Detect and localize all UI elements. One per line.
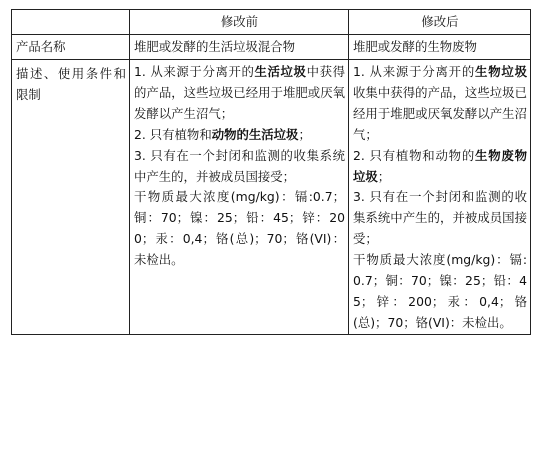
header-row xyxy=(12,10,531,35)
product-name-after: 堆肥或发酵的生物废物 xyxy=(349,35,531,60)
before-item-2-post: ； xyxy=(298,126,311,142)
after-item-1-pre: 1. 从来源于分离开的 xyxy=(353,64,476,79)
description-row xyxy=(12,60,531,335)
after-item-1-bold: 生物垃圾 xyxy=(475,64,527,79)
after-item-1-post: 收集中获得的产品，这些垃圾已经用于堆肥或厌氧发酵以产生沼气； xyxy=(353,84,527,142)
after-item-3: 3. 只有在一个封闭和监测的收集系统中产生的，并被成员国接受； xyxy=(353,189,527,247)
before-limits: 干物质最大浓度(mg/kg)：镉:0.7；铜：70；镍：25；铅：45；锌：200；汞：0,4；铬(总)；70；铬(VI)：未检出。 xyxy=(134,189,345,268)
after-item-2-post: ； xyxy=(377,168,391,184)
before-item-1-bold: 生活垃圾 xyxy=(254,64,307,79)
before-item-1-pre: 1. 从来源于分离开的 xyxy=(134,64,255,79)
product-name-label: 产品名称 xyxy=(12,35,130,60)
description-label-text: 描述、使用条件和限制 xyxy=(16,66,126,102)
header-after-cell: 修改后 xyxy=(349,10,531,35)
description-after xyxy=(349,60,531,335)
comparison-table xyxy=(11,9,531,335)
product-name-row xyxy=(12,35,531,60)
description-label xyxy=(12,60,130,335)
after-item-1 xyxy=(353,62,527,146)
description-before xyxy=(130,60,349,335)
before-item-2-pre: 2. 只有植物和 xyxy=(134,126,212,142)
after-limits: 干物质最大浓度(mg/kg)：镉:0.7；铜：70；镍：25；铅：45；锌：200；汞：0,4；铬(总)；70；铬(VI)：未检出。 xyxy=(353,252,527,330)
before-item-1-post: 中获得的产品，这些垃圾已经用于堆肥或厌氧发酵以产生沼气； xyxy=(134,64,345,121)
header-before-cell: 修改前 xyxy=(130,10,349,35)
before-item-2-bold: 动物的生活垃圾 xyxy=(211,126,299,142)
after-item-2-bold: 生物废物垃圾 xyxy=(353,147,527,184)
before-item-1 xyxy=(134,62,345,125)
before-item-2 xyxy=(134,125,345,146)
header-empty-cell xyxy=(12,10,130,35)
product-name-before: 堆肥或发酵的生活垃圾混合物 xyxy=(130,35,349,60)
after-item-2-pre: 2. 只有植物和动物的 xyxy=(353,147,476,163)
before-item-3: 3. 只有在一个封闭和监测的收集系统中产生的，并被成员国接受； xyxy=(134,147,345,184)
after-item-2 xyxy=(353,146,527,188)
